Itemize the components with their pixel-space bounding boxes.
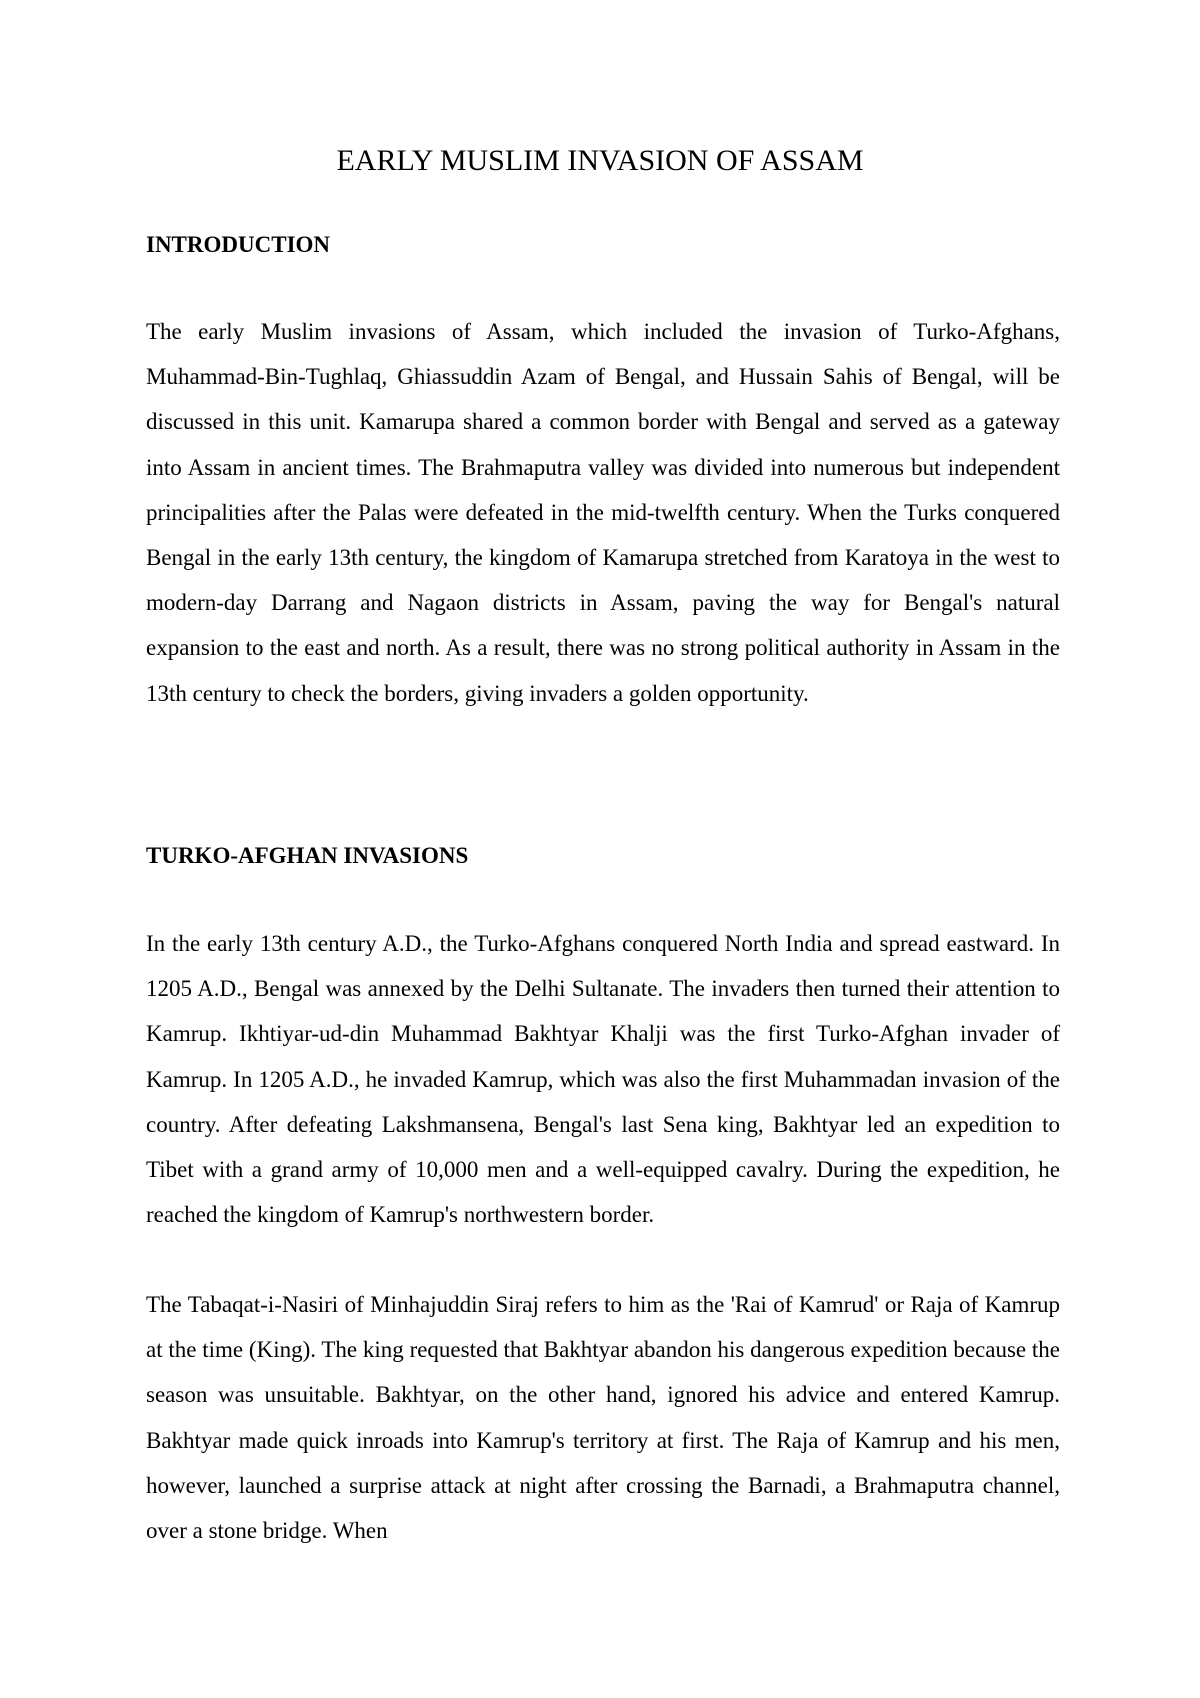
paragraph-turko-afghan-1: In the early 13th century A.D., the Turko-Afghans conquered North India and spread eastward. In 1205 A.D., Bengal was annexed by the Delhi Sultanate. The invaders then turned their attention to Kamrup. Ikhtiyar-ud-din Muhammad Bakhtyar Khalji was the first Turko-Afghan invader of Kamrup. In 1205 A.D., he invaded Kamrup, which was also the first Muhammadan invasion of the country. After defeating Lakshmansena, Bengal's last Sena king, Bakhtyar led an expedition to Tibet with a grand army of 10,000 men and a well-equipped cavalry. During the expedition, he reached the kingdom of Kamrup's northwestern border. [146,931,1060,1228]
document-title: EARLY MUSLIM INVASION OF ASSAM [336,144,864,177]
paragraph-introduction: The early Muslim invasions of Assam, which included the invasion of Turko-Afghans, Muhammad-Bin-Tughlaq, Ghiassuddin Azam of Bengal, and Hussain Sahis of Bengal, will be discussed in this unit. Kamarupa shared a common border with Bengal and served as a gateway into Assam in ancient times. The Brahmaputra valley was divided into numerous but independent principalities after the Palas were defeated in the mid-twelfth century. When the Turks conquered Bengal in the early 13th century, the kingdom of Kamarupa stretched from Karatoya in the west to modern-day Darrang and Nagaon districts in Assam, paving the way for Bengal's natural expansion to the east and north. As a result, there was no strong political authority in Assam in the 13th century to check the borders, giving invaders a golden opportunity. [146,319,1060,706]
paragraph-turko-afghan-2: The Tabaqat-i-Nasiri of Minhajuddin Siraj refers to him as the 'Rai of Kamrud' or Raja of Kamrup at the time (King). The king requested that Bakhtyar abandon his dangerous expedition because the season was unsuitable. Bakhtyar, on the other hand, ignored his advice and entered Kamrup. Bakhtyar made quick inroads into Kamrup's territory at first. The Raja of Kamrup and his men, however, launched a surprise attack at night after crossing the Barnadi, a Brahmaputra channel, over a stone bridge. When [146,1292,1060,1544]
section-heading-introduction: INTRODUCTION [146,232,331,257]
section-heading-turko-afghan: TURKO-AFGHAN INVASIONS [146,843,469,868]
